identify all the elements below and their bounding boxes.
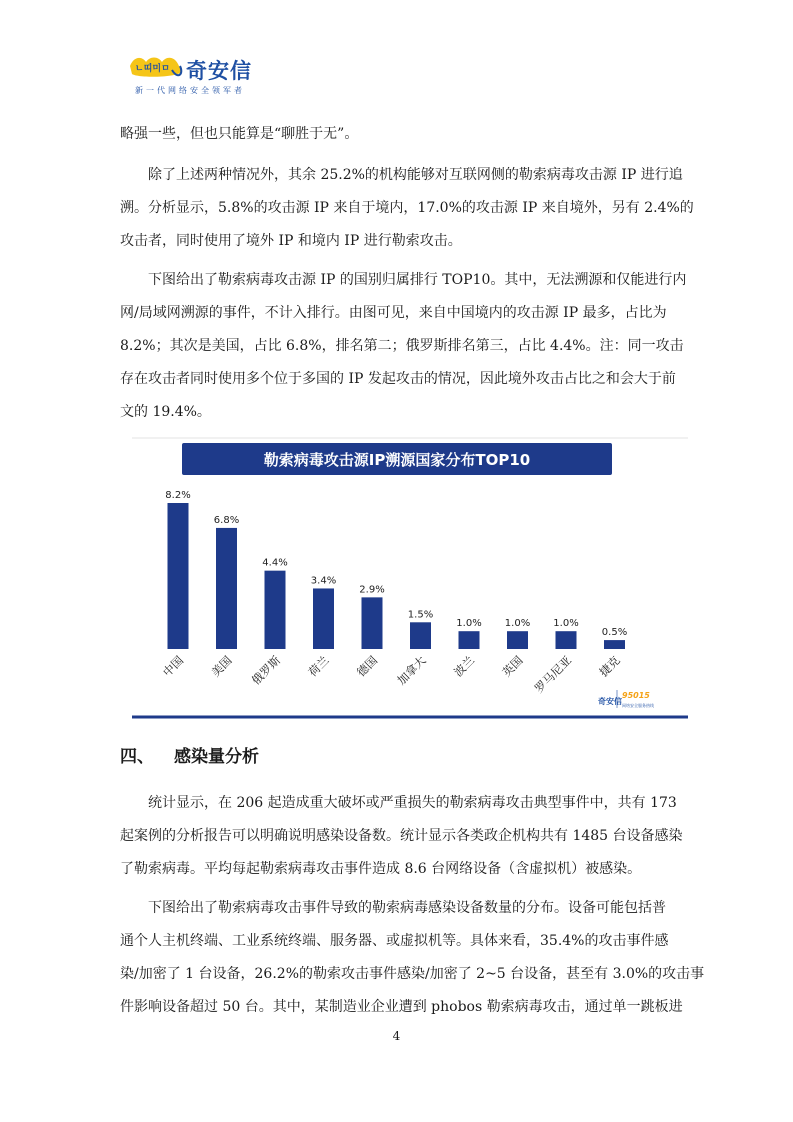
paragraph-3 bbox=[120, 264, 687, 429]
text-line: 下图给出了勒索病毒攻击源 IP 的国别归属排行 TOP10。其中，无法溯源和仅能进行内 bbox=[148, 272, 687, 288]
text-line: 统计显示，在 206 起造成重大破坏或严重损失的勒索病毒攻击典型事件中，共有 173 bbox=[148, 795, 677, 811]
text-line: 了勒索病毒。平均每起勒索病毒攻击事件造成 8.6 台网络设备（含虚拟机）被感染。 bbox=[120, 861, 642, 877]
text-line: 起案例的分析报告可以明确说明感染设备数。统计显示各类政企机构共有 1485 台设备感染 bbox=[120, 828, 683, 844]
text-line: 溯。分析显示，5.8%的攻击源 IP 来自于境内，17.0%的攻击源 IP 来自境外，另有 2.4%的 bbox=[120, 200, 694, 216]
data-label: 1.5% bbox=[407, 609, 434, 621]
text-line: 略强一些，但也只能算是“聊胜于无”。 bbox=[120, 126, 359, 142]
category-label: 英国 bbox=[499, 653, 526, 680]
paragraph-4 bbox=[120, 787, 683, 886]
bar-9 bbox=[604, 640, 625, 649]
logo-script: ㄴ띠미ㅁ bbox=[135, 64, 170, 74]
bar-8 bbox=[556, 631, 577, 649]
category-label: 中国 bbox=[159, 653, 187, 680]
data-label: 3.4% bbox=[310, 575, 337, 587]
text-line: 下图给出了勒索病毒攻击事件导致的勒索病毒感染设备数量的分布。设备可能包括普 bbox=[148, 900, 666, 916]
text-line: 染/加密了 1 台设备，26.2%的勒索攻击事件感染/加密了 2~5 台设备，甚至有 3.0%的攻击事 bbox=[120, 966, 705, 982]
text-line: 攻击者，同时使用了境外 IP 和境内 IP 进行勒索攻击。 bbox=[120, 233, 462, 249]
paragraph-5 bbox=[120, 892, 705, 1024]
section-number: 四、 bbox=[120, 747, 154, 767]
watermark-caption: 网络安全服务热线 bbox=[622, 703, 654, 708]
company-logo bbox=[128, 52, 278, 98]
text-line: 件影响设备超过 50 台。其中，某制造业企业遭到 phobos 勒索病毒攻击，通过单一跳板进 bbox=[120, 999, 683, 1015]
bar-6 bbox=[459, 631, 480, 649]
section-heading bbox=[120, 742, 259, 767]
chart-svg bbox=[120, 432, 690, 722]
logo-mark-icon bbox=[128, 52, 186, 82]
data-label: 8.2% bbox=[165, 490, 191, 501]
data-label: 0.5% bbox=[601, 627, 628, 639]
chart-watermark bbox=[598, 690, 654, 708]
category-label: 罗马尼亚 bbox=[531, 653, 575, 696]
paragraph-2 bbox=[120, 159, 694, 258]
category-label: 美国 bbox=[208, 653, 235, 680]
watermark-code: 95015 bbox=[622, 691, 650, 700]
data-label: 2.9% bbox=[359, 584, 385, 596]
watermark-name: 奇安信 bbox=[598, 697, 622, 706]
bar-5 bbox=[410, 622, 431, 649]
data-label: 6.8% bbox=[213, 514, 240, 526]
text-line: 文的 19.4%。 bbox=[120, 404, 211, 420]
chart-title: 勒索病毒攻击源IP溯源国家分布TOP10 bbox=[263, 451, 531, 469]
bar-0 bbox=[168, 503, 189, 649]
text-line: 存在攻击者同时使用多个位于多国的 IP 发起攻击的情况，因此境外攻击占比之和会大于前 bbox=[120, 371, 676, 387]
category-label: 波兰 bbox=[450, 653, 478, 680]
category-label: 荷兰 bbox=[305, 653, 332, 680]
data-label: 1.0% bbox=[504, 618, 531, 630]
category-label: 俄罗斯 bbox=[248, 653, 284, 688]
logo-name: 奇安信 bbox=[186, 59, 252, 83]
text-line: 通个人主机终端、工业系统终端、服务器、或虚拟机等。具体来看，35.4%的攻击事件感 bbox=[120, 933, 669, 949]
paragraph-1 bbox=[120, 118, 678, 151]
logo-tagline: 新一代网络安全领军者 bbox=[135, 86, 245, 95]
text-line: 网/局域网溯源的事件，不计入排行。由图可见，来自中国境内的攻击源 IP 最多，占比为 bbox=[120, 305, 667, 321]
category-label: 加拿大 bbox=[394, 653, 429, 688]
data-label: 1.0% bbox=[456, 618, 482, 630]
section-title-text: 感染量分析 bbox=[174, 747, 259, 767]
bar-4 bbox=[362, 597, 383, 649]
bar-1 bbox=[216, 528, 237, 649]
bar-chart bbox=[120, 432, 690, 722]
data-label: 1.0% bbox=[553, 618, 579, 630]
page-number: 4 bbox=[392, 1029, 401, 1043]
bar-2 bbox=[265, 571, 286, 649]
text-line: 除了上述两种情况外，其余 25.2%的机构能够对互联网侧的勒索病毒攻击源 IP 进行追 bbox=[148, 167, 683, 183]
bar-3 bbox=[313, 588, 334, 649]
category-label: 德国 bbox=[353, 653, 381, 680]
bar-7 bbox=[507, 631, 528, 649]
text-line: 8.2%；其次是美国，占比 6.8%，排名第二；俄罗斯排名第三，占比 4.4%。注：同一攻击 bbox=[120, 338, 684, 354]
data-label: 4.4% bbox=[262, 557, 288, 569]
category-label: 捷克 bbox=[596, 653, 623, 680]
